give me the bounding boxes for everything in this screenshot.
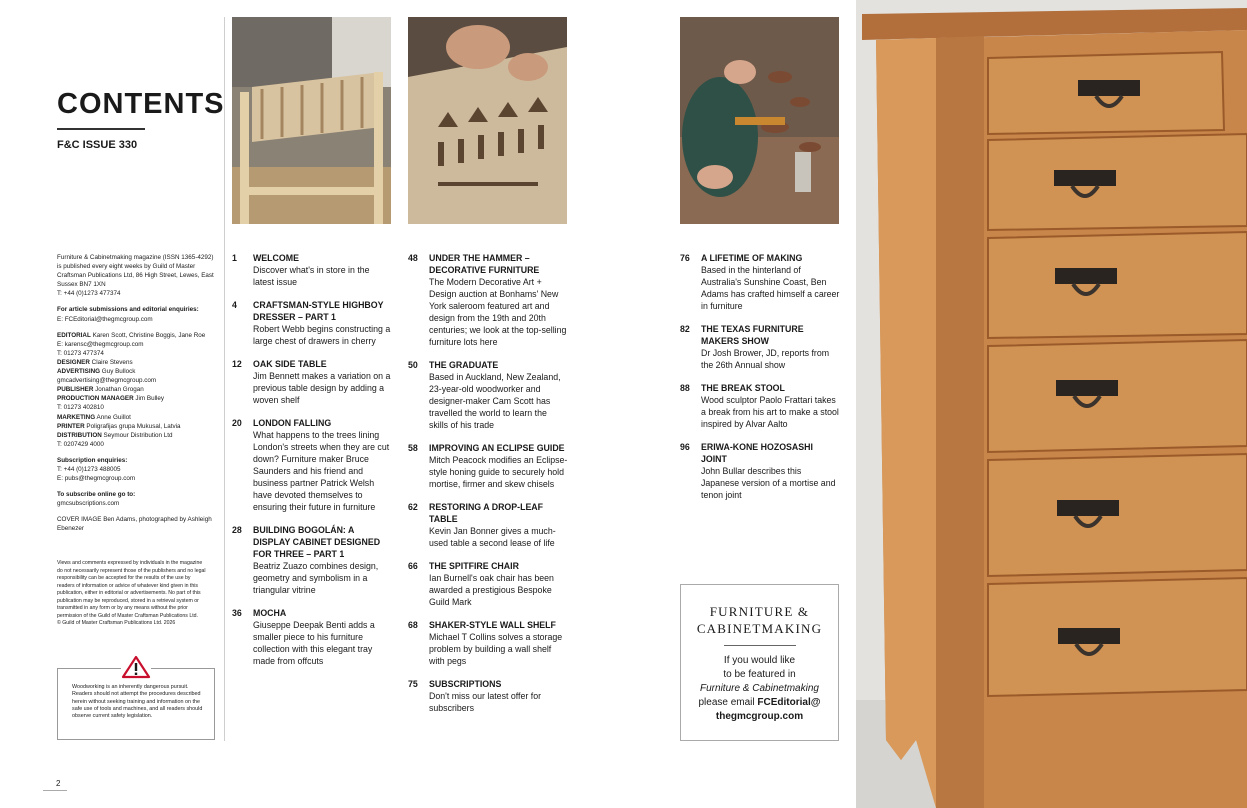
contents-entry[interactable] [408,442,568,490]
entry-page-number: 75 [408,679,418,689]
contents-entry[interactable] [680,382,840,430]
staff-value: gmcadvertising@thegmcgroup.com [57,377,157,385]
entry-description: Discover what's in store in the latest issue [253,265,370,287]
contents-entry[interactable] [408,560,568,608]
disclaimer [57,560,207,628]
entry-title: THE SPITFIRE CHAIR [429,561,519,571]
entry-body [429,442,568,490]
contents-entry[interactable] [408,359,568,431]
entry-page-number: 66 [408,561,418,571]
masthead-intro-text: Furniture & Cabinetmaking magazine (ISSN 1365-4292) is published every eight weeks by Guild of Master Craftsman Publications Ltd, 86 High Street, Lewes, East Sussex BN7 1XN [57,254,214,289]
entry-description: Wood sculptor Paolo Frattari takes a break from his art to make a stool inspired by Alvar Aalto [701,395,839,429]
masthead-staff [57,331,217,449]
staff-role: DISTRIBUTION [57,431,102,439]
submissions-email: E: FCEditorial@thegmcgroup.com [57,315,153,323]
contents-entry[interactable] [232,417,392,513]
entry-body [429,678,568,714]
staff-value: T: 01273 477374 [57,349,104,357]
staff-value: Jim Bulley [135,395,165,403]
entry-page-number: 28 [232,525,242,535]
contents-column-1 [232,252,392,678]
staff-value: Jonathan Grogan [95,386,144,394]
entry-body [429,619,568,667]
entry-description: What happens to the trees lining London's streets when they are cut down? Furniture maker Bruce Saunders and his friend and business partner Patrick Welsh have devoted themselves to ensuring their future in furniture [253,430,390,512]
entry-body [701,323,840,371]
entry-page-number: 88 [680,383,690,393]
entry-description: Mitch Peacock modifies an Eclipse-style honing guide to securely hold mortise, firmer and skew chisels [429,455,568,489]
contents-entry[interactable] [408,501,568,549]
contents-entry[interactable] [232,358,392,406]
staff-value: Anne Guillot [96,413,131,421]
staff-value: Karen Scott, Christine Boggis, Jane Roe [92,331,206,339]
entry-page-number: 68 [408,620,418,630]
entry-body [429,359,568,431]
entry-page-number: 20 [232,418,242,428]
entry-page-number: 82 [680,324,690,334]
entry-page-number: 50 [408,360,418,370]
entry-description: The Modern Decorative Art + Design auction at Bonhams' New York saleroom featured art and design from the 19th and 20th centuries; we look at the top-selling furniture lots here [429,277,567,347]
entry-title: UNDER THE HAMMER – DECORATIVE FURNITURE [429,253,540,275]
staff-role: PRINTER [57,422,85,430]
entry-title: THE BREAK STOOL [701,383,785,393]
contents-entry[interactable] [232,252,392,288]
entry-title: LONDON FALLING [253,418,332,428]
entry-body [701,382,840,430]
staff-value: E: karensc@thegmcgroup.com [57,340,144,348]
photo-geometric-inlay [408,17,567,224]
entry-page-number: 12 [232,359,242,369]
entry-description: Giuseppe Deepak Benti adds a smaller piece to his furniture collection with this elegant tray made from offcuts [253,620,375,666]
masthead-subscriptions [57,456,217,483]
entry-title: MOCHA [253,608,287,618]
entry-page-number: 76 [680,253,690,263]
entry-title: RESTORING A DROP-LEAF TABLE [429,502,544,524]
entry-page-number: 58 [408,443,418,453]
entry-body [701,252,840,312]
entry-description: Based in the hinterland of Australia's Sunshine Coast, Ben Adams has crafted himself a career in furniture [701,265,840,311]
contents-entry[interactable] [408,678,568,714]
subs-tel: T: +44 (0)1273 488005 [57,465,121,473]
safety-warning-text: Woodworking is an inherently dangerous pursuit. Readers should not attempt the procedures described herein without seeking training and information on the safe use of tools and machines, and all readers should observe current safety legislation. [72,684,203,720]
entry-page-number: 62 [408,502,418,512]
entry-title: A LIFETIME OF MAKING [701,253,803,263]
page-title: CONTENTS [57,88,225,120]
title-divider [57,128,145,130]
entry-description: Jim Bennett makes a variation on a previous table design by adding a woven shelf [253,371,391,405]
cover-label: COVER IMAGE [57,516,102,524]
staff-role: MARKETING [57,413,96,421]
masthead-cover [57,515,217,533]
contents-entry[interactable] [408,619,568,667]
cover-photo-chest-of-drawers [856,0,1247,808]
masthead-submissions [57,305,217,323]
masthead-online [57,490,217,508]
staff-role: ADVERTISING [57,368,101,376]
promo-text-line3: please email [698,697,755,708]
staff-value: Poligrafijas grupa Mukusal, Latvia [86,422,181,430]
entry-description: Michael T Collins solves a storage problem by building a wall shelf with pegs [429,632,563,666]
masthead-intro-tel: T: +44 (0)1273 477374 [57,290,121,298]
entry-page-number: 96 [680,442,690,452]
subs-heading: Subscription enquiries: [57,456,128,464]
entry-description: Ian Burnell's oak chair has been awarded a prestigious Bespoke Guild Mark [429,573,554,607]
entry-title: IMPROVING AN ECLIPSE GUIDE [429,443,565,453]
masthead [57,253,217,541]
photo-wood-carving [680,17,839,224]
cover-text: Ben Adams, photographed by Ashleigh Ebenezer [57,516,212,533]
entry-description: John Bullar describes this Japanese version of a mortise and tenon joint [701,466,836,500]
contents-entry[interactable] [408,252,568,348]
photo-oak-table-frame [232,17,391,224]
entry-body [253,299,392,347]
staff-role: EDITORIAL [57,331,91,339]
staff-value: Guy Bullock [101,368,136,376]
entry-page-number: 36 [232,608,242,618]
entry-title: SUBSCRIPTIONS [429,679,502,689]
entry-title: CRAFTSMAN-STYLE HIGHBOY DRESSER – PART 1 [253,300,384,322]
entry-title: ERIWA-KONE HOZOSASHI JOINT [701,442,813,464]
promo-text-line1: If you would like [723,655,796,666]
online-url: gmcsubscriptions.com [57,500,120,508]
entry-description: Don't miss our latest offer for subscribers [429,691,542,713]
entry-body [253,417,392,513]
staff-value: Claire Stevens [91,358,133,366]
entry-page-number: 1 [232,253,237,263]
entry-description: Beatriz Zuazo combines design, geometry and symbolism in a triangular vitrine [253,561,379,595]
contents-column-2 [408,252,568,725]
entry-title: THE GRADUATE [429,360,499,370]
contents-entry[interactable] [232,607,392,667]
promo-brand-line2: CABINETMAKING [696,621,823,636]
entry-body [253,252,392,288]
promo-magazine-name: Furniture & Cabinetmaking [700,683,819,694]
entry-page-number: 48 [408,253,418,263]
promo-email-part1[interactable]: FCEditorial@ [757,697,821,708]
entry-body [253,358,392,406]
staff-role: PRODUCTION MANAGER [57,395,134,403]
contents-entry[interactable] [232,524,392,596]
entry-title: BUILDING BOGOLÁN: A DISPLAY CABINET DESIGNED FOR THREE – PART 1 [253,525,381,559]
copyright: © Guild of Master Craftsman Publications Ltd. 2026 [57,620,176,626]
column-divider [224,17,225,741]
staff-value: Seymour Distribution Ltd [103,431,173,439]
promo-email-part2[interactable]: thegmcgroup.com [715,711,804,722]
issue-label: F&C ISSUE 330 [57,139,138,151]
staff-value: T: 0207429 4000 [57,440,104,448]
entry-page-number: 4 [232,300,237,310]
promo-brand-line1: FURNITURE & [709,604,810,619]
entry-body [253,607,392,667]
disclaimer-text: Views and comments expressed by individuals in the magazine do not necessarily represent those of the publishers and no legal responsibility can be accepted for the results of the use by readers of information or advice of whatever kind given in this publication, either in editorial or advertisements. No part of this publication may be reproduced, stored in a retrieval system or transmitted in any form or by any means without the prior permission of the Guild of Master Craftsman Publications Ltd. [57,560,206,619]
page-number: 2 [56,779,61,788]
entry-body [429,252,568,348]
entry-body [701,441,840,501]
staff-role: PUBLISHER [57,386,94,394]
entry-description: Kevin Jan Bonner gives a much-used table a second lease of life [429,526,556,548]
promo-brand [681,603,838,637]
feature-promo-box [680,584,839,741]
entry-description: Dr Josh Brower, JD, reports from the 26th Annual show [701,348,830,370]
promo-divider [724,645,796,646]
subs-email: E: pubs@thegmcgroup.com [57,475,136,483]
submissions-heading: For article submissions and editorial enquiries: [57,306,199,314]
promo-text [681,654,838,724]
warning-icon [121,655,151,679]
contents-entry[interactable] [680,252,840,312]
entry-title: OAK SIDE TABLE [253,359,327,369]
entry-title: THE TEXAS FURNITURE MAKERS SHOW [701,324,804,346]
online-heading: To subscribe online go to: [57,491,136,499]
entry-body [253,524,392,596]
staff-role: DESIGNER [57,358,90,366]
page-number-rule [43,790,67,791]
entry-body [429,501,568,549]
contents-column-3 [680,252,840,512]
promo-text-line2: to be featured in [723,669,796,680]
entry-description: Robert Webb begins constructing a large chest of drawers in cherry [253,324,391,346]
entry-title: WELCOME [253,253,299,263]
entry-body [429,560,568,608]
masthead-intro [57,253,217,298]
staff-value: T: 01273 402810 [57,404,104,412]
entry-title: SHAKER-STYLE WALL SHELF [429,620,556,630]
contents-entry[interactable] [680,441,840,501]
entry-description: Based in Auckland, New Zealand, 23-year-old woodworker and designer-maker Cam Scott has travelled the world to learn the skills of his trade [429,372,561,430]
contents-entry[interactable] [680,323,840,371]
contents-entry[interactable] [232,299,392,347]
